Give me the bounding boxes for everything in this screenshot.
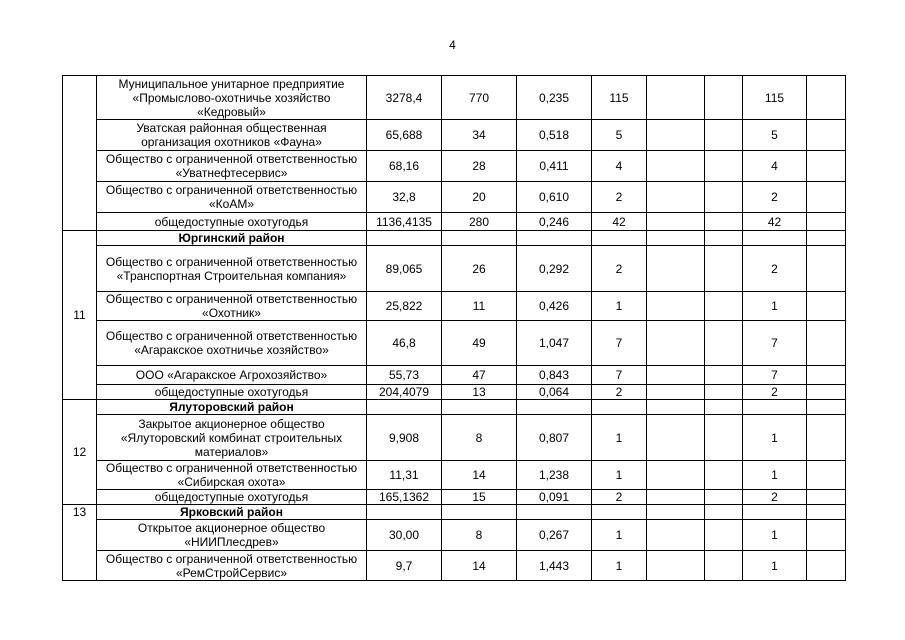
district-row (63, 400, 846, 415)
empty-cell (807, 505, 846, 520)
organization-name: Общество с ограниченной ответственностью «Агаракское охотничье хозяйство» (97, 321, 367, 366)
cell-density: 0,518 (517, 120, 592, 151)
cell-quota: 42 (592, 213, 647, 231)
empty-cell (807, 400, 846, 415)
cell-total: 2 (743, 385, 807, 400)
table-row (63, 213, 846, 231)
cell-quota: 1 (592, 461, 647, 490)
organization-name: Открытое акционерное общество «НИИПлесдрев» (97, 520, 367, 551)
cell-extra1 (647, 246, 705, 292)
organization-name: Общество с ограниченной ответственностью «Сибирская охота» (97, 461, 367, 490)
organization-name: общедоступные охотугодья (97, 490, 367, 505)
cell-density: 0,426 (517, 292, 592, 321)
cell-last (807, 551, 846, 581)
cell-area: 89,065 (367, 246, 442, 292)
empty-cell (647, 400, 705, 415)
cell-total: 2 (743, 246, 807, 292)
cell-total: 115 (743, 76, 807, 120)
cell-area: 30,00 (367, 520, 442, 551)
empty-cell (705, 505, 743, 520)
cell-quota: 1 (592, 551, 647, 581)
cell-extra2 (705, 151, 743, 182)
cell-area: 11,31 (367, 461, 442, 490)
cell-extra2 (705, 246, 743, 292)
cell-density: 1,238 (517, 461, 592, 490)
empty-cell (743, 231, 807, 246)
district-name: Юргинский район (97, 231, 367, 246)
organization-name: Общество с ограниченной ответственностью «Уватнефтесервис» (97, 151, 367, 182)
cell-density: 0,246 (517, 213, 592, 231)
cell-density: 0,267 (517, 520, 592, 551)
cell-last (807, 415, 846, 461)
cell-extra1 (647, 151, 705, 182)
cell-last (807, 76, 846, 120)
cell-count: 13 (442, 385, 517, 400)
cell-total: 7 (743, 366, 807, 385)
cell-extra2 (705, 120, 743, 151)
cell-extra1 (647, 461, 705, 490)
cell-last (807, 292, 846, 321)
cell-quota: 4 (592, 151, 647, 182)
table-row (63, 385, 846, 400)
cell-count: 28 (442, 151, 517, 182)
cell-quota: 2 (592, 246, 647, 292)
cell-last (807, 385, 846, 400)
organization-name: Уватская районная общественная организация охотников «Фауна» (97, 120, 367, 151)
empty-cell (592, 505, 647, 520)
table-row (63, 246, 846, 292)
empty-cell (743, 400, 807, 415)
cell-quota: 1 (592, 520, 647, 551)
table-row (63, 120, 846, 151)
table-row (63, 520, 846, 551)
cell-area: 9,908 (367, 415, 442, 461)
cell-extra2 (705, 490, 743, 505)
group-number: 11 (63, 231, 97, 400)
cell-last (807, 520, 846, 551)
empty-cell (743, 505, 807, 520)
table-row (63, 490, 846, 505)
cell-last (807, 321, 846, 366)
cell-extra1 (647, 366, 705, 385)
cell-extra2 (705, 321, 743, 366)
cell-total: 1 (743, 415, 807, 461)
cell-extra1 (647, 385, 705, 400)
cell-last (807, 366, 846, 385)
cell-count: 49 (442, 321, 517, 366)
empty-cell (517, 231, 592, 246)
table-row (63, 151, 846, 182)
cell-quota: 2 (592, 385, 647, 400)
empty-cell (592, 400, 647, 415)
hunting-quota-table (62, 75, 846, 581)
cell-quota: 7 (592, 321, 647, 366)
table-body (63, 76, 846, 581)
cell-area: 204,4079 (367, 385, 442, 400)
cell-density: 1,047 (517, 321, 592, 366)
cell-quota: 2 (592, 490, 647, 505)
empty-cell (705, 231, 743, 246)
empty-cell (367, 231, 442, 246)
cell-extra1 (647, 292, 705, 321)
district-name: Ярковский район (97, 505, 367, 520)
organization-name: Муниципальное унитарное предприятие «Промыслово-охотничье хозяйство «Кедровый» (97, 76, 367, 120)
cell-count: 20 (442, 182, 517, 213)
cell-total: 2 (743, 182, 807, 213)
cell-last (807, 246, 846, 292)
cell-count: 280 (442, 213, 517, 231)
cell-extra2 (705, 461, 743, 490)
cell-count: 26 (442, 246, 517, 292)
cell-extra1 (647, 182, 705, 213)
page-number: 4 (449, 38, 456, 52)
cell-extra2 (705, 213, 743, 231)
table-row (63, 366, 846, 385)
cell-count: 8 (442, 520, 517, 551)
cell-count: 14 (442, 551, 517, 581)
cell-area: 68,16 (367, 151, 442, 182)
cell-last (807, 461, 846, 490)
empty-cell (367, 505, 442, 520)
cell-density: 0,235 (517, 76, 592, 120)
cell-count: 8 (442, 415, 517, 461)
cell-total: 4 (743, 151, 807, 182)
cell-total: 1 (743, 551, 807, 581)
cell-total: 5 (743, 120, 807, 151)
cell-extra2 (705, 76, 743, 120)
cell-extra2 (705, 366, 743, 385)
group-number: 12 (63, 400, 97, 505)
cell-extra1 (647, 76, 705, 120)
organization-name: ООО «Агаракское Агрохозяйство» (97, 366, 367, 385)
cell-area: 165,1362 (367, 490, 442, 505)
cell-quota: 2 (592, 182, 647, 213)
cell-extra1 (647, 490, 705, 505)
cell-quota: 5 (592, 120, 647, 151)
cell-extra1 (647, 415, 705, 461)
cell-quota: 1 (592, 415, 647, 461)
empty-cell (647, 505, 705, 520)
table-row (63, 415, 846, 461)
cell-area: 9,7 (367, 551, 442, 581)
district-name: Ялуторовский район (97, 400, 367, 415)
empty-cell (442, 505, 517, 520)
cell-total: 42 (743, 213, 807, 231)
cell-area: 55,73 (367, 366, 442, 385)
cell-last (807, 151, 846, 182)
table-row (63, 76, 846, 120)
cell-count: 47 (442, 366, 517, 385)
cell-last (807, 490, 846, 505)
cell-extra2 (705, 415, 743, 461)
cell-extra2 (705, 551, 743, 581)
organization-name: Общество с ограниченной ответственностью «Охотник» (97, 292, 367, 321)
cell-total: 1 (743, 520, 807, 551)
organization-name: общедоступные охотугодья (97, 213, 367, 231)
table-row (63, 182, 846, 213)
organization-name: Общество с ограниченной ответственностью «РемСтройСервис» (97, 551, 367, 581)
cell-area: 25,822 (367, 292, 442, 321)
cell-quota: 115 (592, 76, 647, 120)
cell-extra2 (705, 182, 743, 213)
cell-density: 0,091 (517, 490, 592, 505)
cell-area: 1136,4135 (367, 213, 442, 231)
cell-extra1 (647, 551, 705, 581)
cell-area: 46,8 (367, 321, 442, 366)
cell-last (807, 213, 846, 231)
cell-extra2 (705, 520, 743, 551)
empty-cell (647, 231, 705, 246)
cell-count: 15 (442, 490, 517, 505)
empty-cell (442, 231, 517, 246)
cell-total: 1 (743, 461, 807, 490)
cell-count: 34 (442, 120, 517, 151)
table-row (63, 292, 846, 321)
empty-cell (705, 400, 743, 415)
cell-extra1 (647, 520, 705, 551)
group-number (63, 76, 97, 231)
cell-extra1 (647, 321, 705, 366)
cell-total: 2 (743, 490, 807, 505)
cell-total: 7 (743, 321, 807, 366)
cell-quota: 7 (592, 366, 647, 385)
organization-name: Общество с ограниченной ответственностью «Транспортная Строительная компания» (97, 246, 367, 292)
cell-area: 3278,4 (367, 76, 442, 120)
empty-cell (367, 400, 442, 415)
cell-last (807, 120, 846, 151)
table-row (63, 321, 846, 366)
cell-density: 0,807 (517, 415, 592, 461)
cell-count: 11 (442, 292, 517, 321)
cell-total: 1 (743, 292, 807, 321)
district-row (63, 231, 846, 246)
cell-area: 65,688 (367, 120, 442, 151)
cell-last (807, 182, 846, 213)
cell-density: 1,443 (517, 551, 592, 581)
empty-cell (592, 231, 647, 246)
group-number: 13 (63, 505, 97, 581)
cell-density: 0,064 (517, 385, 592, 400)
cell-density: 0,843 (517, 366, 592, 385)
organization-name: общедоступные охотугодья (97, 385, 367, 400)
cell-density: 0,292 (517, 246, 592, 292)
cell-count: 770 (442, 76, 517, 120)
cell-extra2 (705, 385, 743, 400)
district-row (63, 505, 846, 520)
empty-cell (807, 231, 846, 246)
cell-quota: 1 (592, 292, 647, 321)
cell-area: 32,8 (367, 182, 442, 213)
empty-cell (517, 505, 592, 520)
cell-density: 0,411 (517, 151, 592, 182)
cell-count: 14 (442, 461, 517, 490)
cell-extra2 (705, 292, 743, 321)
organization-name: Закрытое акционерное общество «Ялуторовский комбинат строительных материалов» (97, 415, 367, 461)
table-row (63, 461, 846, 490)
empty-cell (517, 400, 592, 415)
empty-cell (442, 400, 517, 415)
cell-extra1 (647, 213, 705, 231)
table-row (63, 551, 846, 581)
cell-extra1 (647, 120, 705, 151)
cell-density: 0,610 (517, 182, 592, 213)
organization-name: Общество с ограниченной ответственностью «КоАМ» (97, 182, 367, 213)
